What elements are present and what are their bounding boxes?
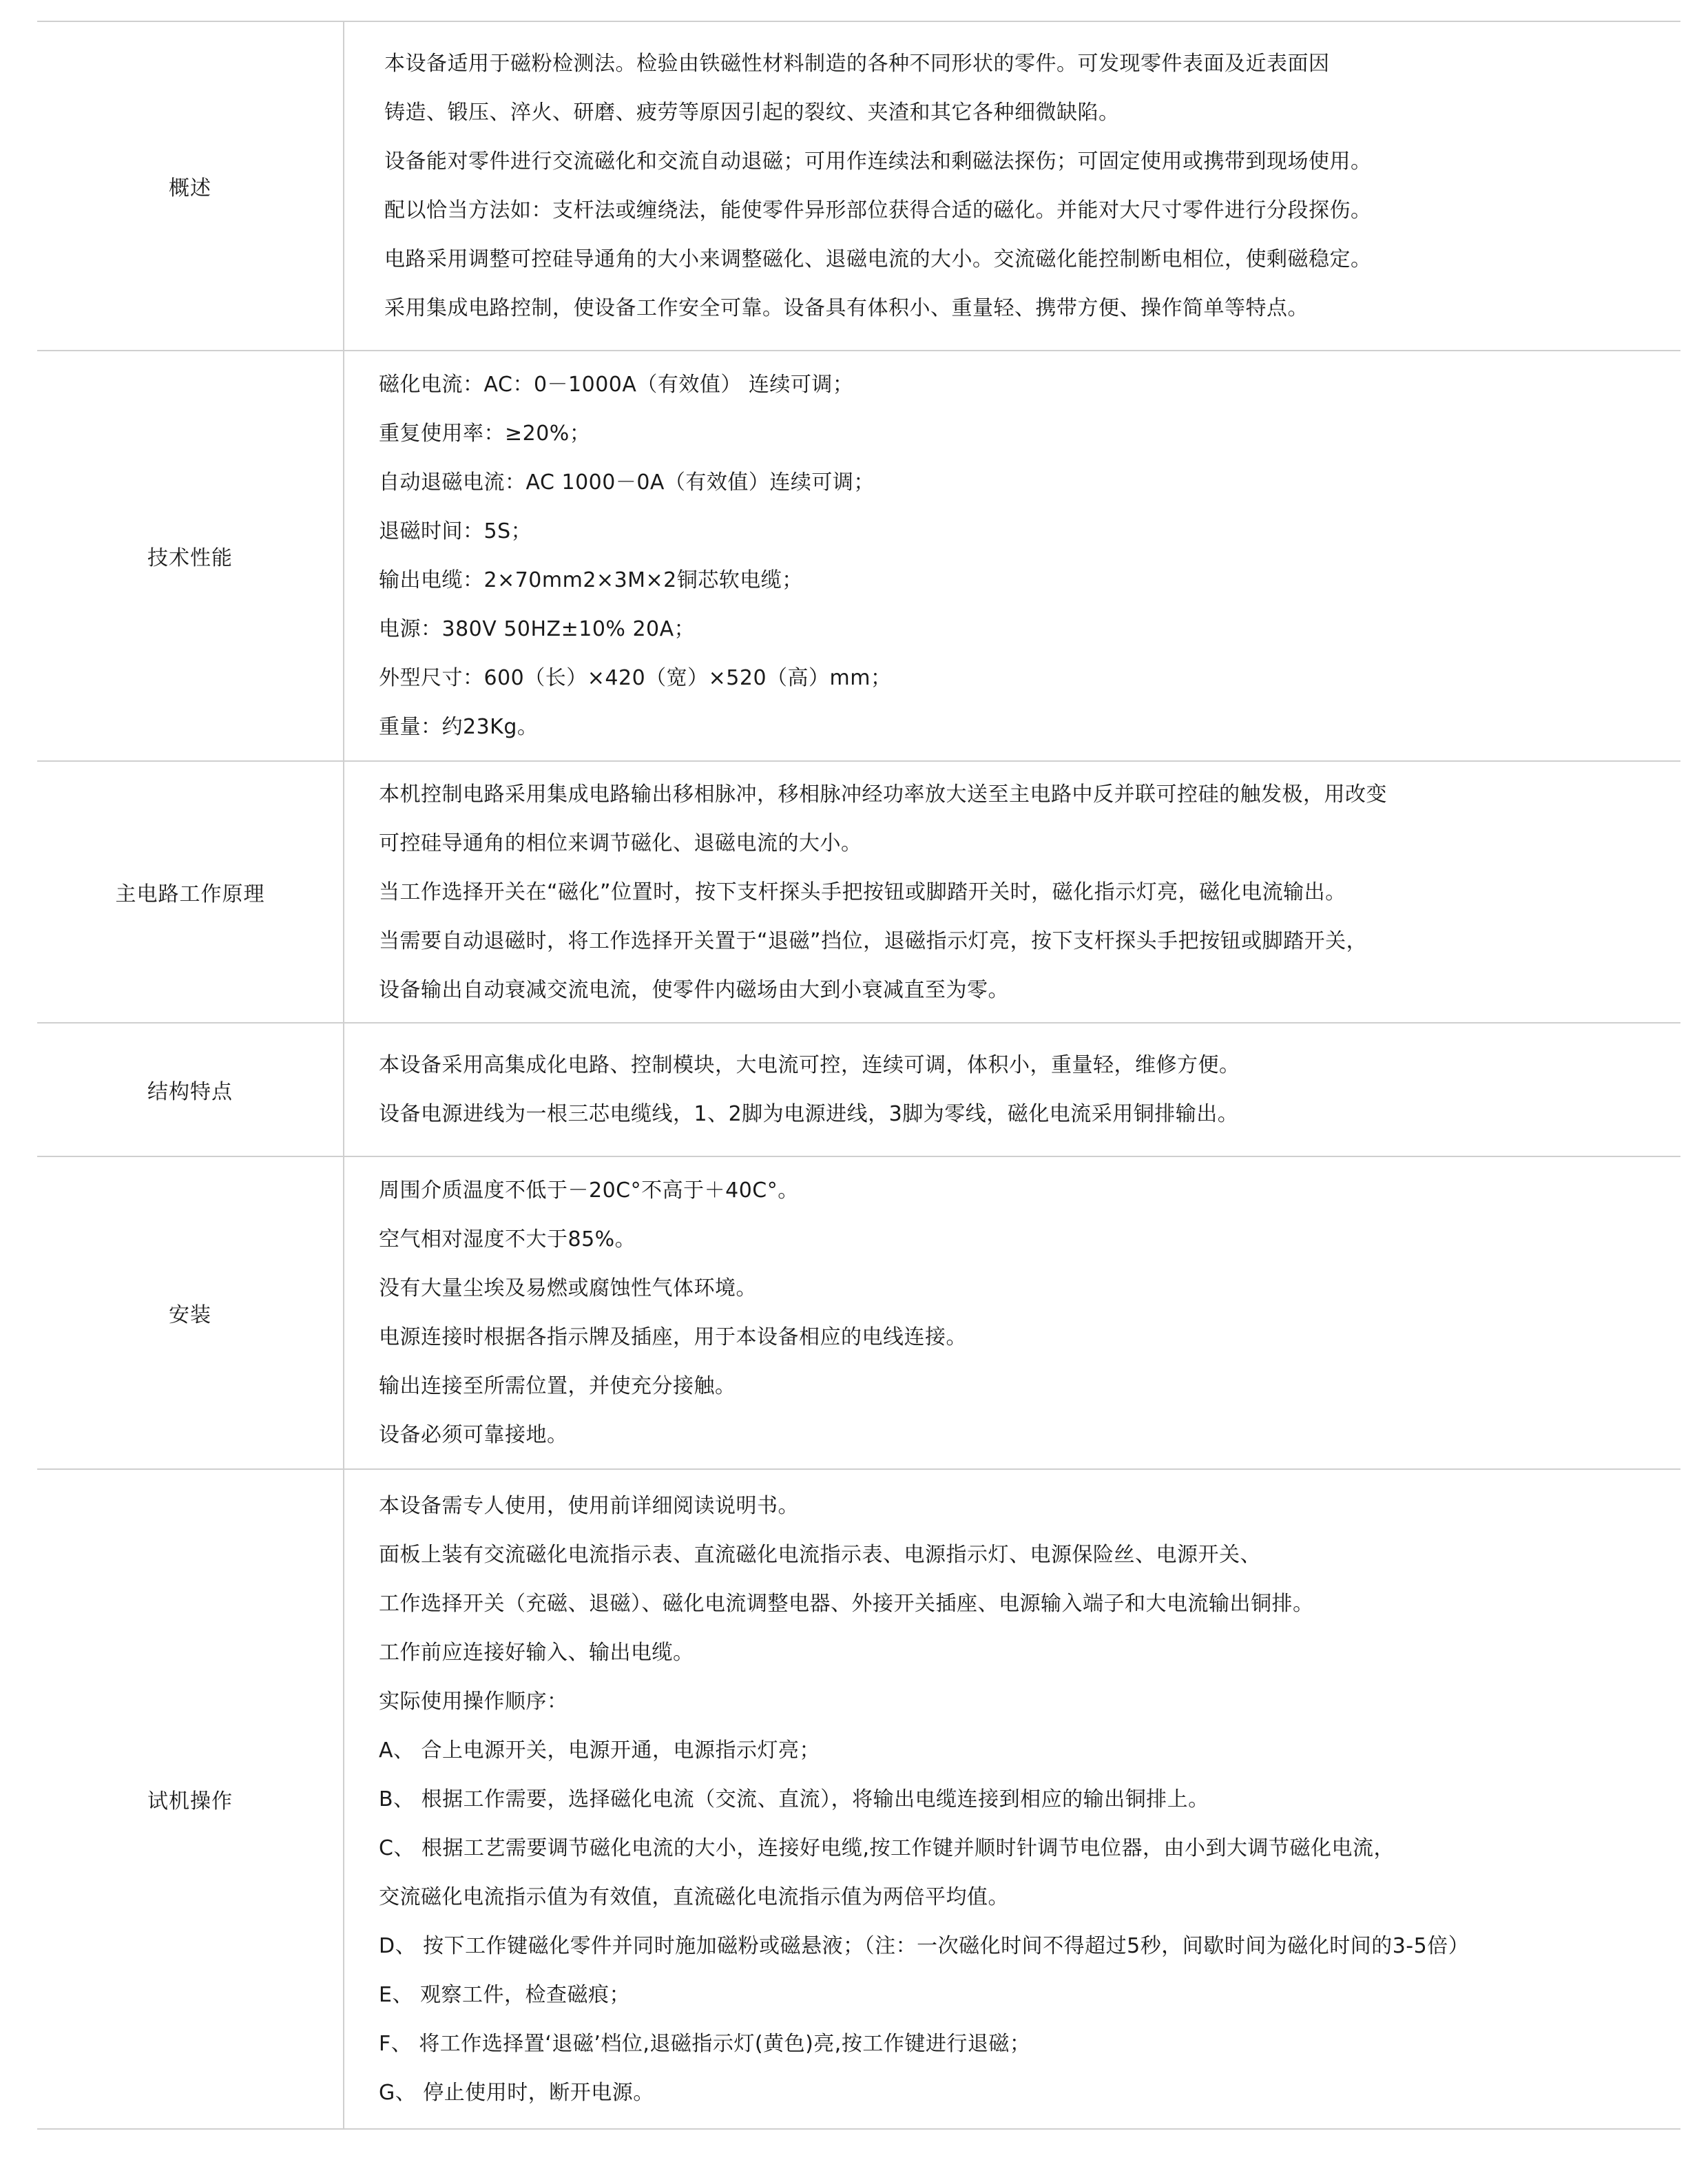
text-line: 磁化电流：AC：0－1000A（有效值） 连续可调； <box>379 373 854 397</box>
row-main-circuit-principle <box>37 762 1680 1024</box>
text-line: 设备必须可靠接地。 <box>379 1423 568 1447</box>
row-structural-features <box>37 1024 1680 1157</box>
text-line: 设备能对零件进行交流磁化和交流自动退磁；可用作连续法和剩磁法探伤；可固定使用或携带到现场使用。 <box>384 149 1372 174</box>
row-technical-performance <box>37 351 1680 762</box>
row-label-trial-operation: 试机操作 <box>37 1470 344 2128</box>
text-line: 交流磁化电流指示值为有效值，直流磁化电流指示值为两倍平均值。 <box>379 1884 1009 1909</box>
row-installation <box>37 1157 1680 1470</box>
text-line: 重复使用率：≥20%； <box>379 422 591 446</box>
text-line: 本设备需专人使用，使用前详细阅读说明书。 <box>379 1493 799 1518</box>
text-line: 面板上装有交流磁化电流指示表、直流磁化电流指示表、电源指示灯、电源保险丝、电源开关、 <box>379 1542 1261 1567</box>
text-line: 可控硅导通角的相位来调节磁化、退磁电流的大小。 <box>379 831 862 855</box>
row-trial-operation <box>37 1470 1680 2130</box>
spec-table <box>37 21 1680 2130</box>
text-line: 电源连接时根据各指示牌及插座，用于本设备相应的电线连接。 <box>379 1325 967 1349</box>
text-line: 配以恰当方法如：支杆法或缠绕法，能使零件异形部位获得合适的磁化。并能对大尺寸零件进行分段探伤。 <box>384 198 1372 222</box>
step-line: D、 按下工作键磁化零件并同时施加磁粉或磁悬液；（注：一次磁化时间不得超过5秒，间歇时间为磁化时间的3-5倍） <box>379 1933 1470 1958</box>
text-line: 铸造、锻压、淬火、研磨、疲劳等原因引起的裂纹、夹渣和其它各种细微缺陷。 <box>384 101 1120 125</box>
step-line: A、 合上电源开关，电源开通，电源指示灯亮； <box>379 1738 821 1763</box>
text-line: 当需要自动退磁时，将工作选择开关置于“退磁”挡位，退磁指示灯亮，按下支杆探头手把按钮或脚踏开关， <box>379 928 1368 953</box>
step-line: E、 观察工件，检查磁痕； <box>379 1982 630 2007</box>
text-line: 本设备适用于磁粉检测法。检验由铁磁性材料制造的各种不同形状的零件。可发现零件表面及近表面因 <box>384 52 1330 76</box>
text-line: 设备电源进线为一根三芯电缆线，1、2脚为电源进线，3脚为零线，磁化电流采用铜排输出。 <box>379 1102 1239 1126</box>
text-line: 重量：约23Kg。 <box>379 715 539 739</box>
step-line: C、 根据工艺需要调节磁化电流的大小，连接好电缆,按工作键并顺时针调节电位器，由小到大调节磁化电流， <box>379 1836 1395 1860</box>
text-line: 设备输出自动衰减交流电流，使零件内磁场由大到小衰减直至为零。 <box>379 977 1009 1002</box>
text-line: 电源：380V 50HZ±10% 20A； <box>379 617 696 641</box>
row-overview <box>37 22 1680 351</box>
row-content-overview <box>344 22 1680 350</box>
row-content-trial-operation <box>344 1470 1680 2128</box>
text-line: 当工作选择开关在“磁化”位置时，按下支杆探头手把按钮或脚踏开关时，磁化指示灯亮，磁化电流输出。 <box>379 880 1346 904</box>
row-content-installation <box>344 1157 1680 1468</box>
text-line: 外型尺寸：600（长）×420（宽）×520（高）mm； <box>379 666 892 690</box>
row-label-main-circuit-principle: 主电路工作原理 <box>37 762 344 1022</box>
row-label-installation: 安装 <box>37 1157 344 1468</box>
row-content-technical-performance <box>344 351 1680 760</box>
text-line: 工作前应连接好输入、输出电缆。 <box>379 1640 694 1665</box>
step-line: F、 将工作选择置‘退磁’档位,退磁指示灯(黄色)亮,按工作键进行退磁； <box>379 2031 1031 2056</box>
text-line: 本设备采用高集成化电路、控制模块，大电流可控，连续可调，体积小，重量轻，维修方便。 <box>379 1053 1240 1077</box>
text-line: 周围介质温度不低于－20C°不高于＋40C°。 <box>379 1178 799 1203</box>
text-line: 退磁时间：5S； <box>379 519 532 543</box>
text-line: 本机控制电路采用集成电路输出移相脉冲，移相脉冲经功率放大送至主电路中反并联可控硅的触发极，用改变 <box>379 782 1387 807</box>
text-line: 输出连接至所需位置，并使充分接触。 <box>379 1374 736 1398</box>
text-line: 实际使用操作顺序： <box>379 1689 568 1714</box>
text-line: 采用集成电路控制，使设备工作安全可靠。设备具有体积小、重量轻、携带方便、操作简单等特点。 <box>384 296 1309 320</box>
step-line: B、 根据工作需要，选择磁化电流（交流、直流），将输出电缆连接到相应的输出铜排上。 <box>379 1787 1209 1811</box>
text-line: 输出电缆：2×70mm2×3M×2铜芯软电缆； <box>379 568 803 592</box>
row-content-structural-features <box>344 1024 1680 1156</box>
text-line: 工作选择开关（充磁、退磁）、磁化电流调整电器、外接开关插座、电源输入端子和大电流输出铜排。 <box>379 1591 1314 1616</box>
text-line: 电路采用调整可控硅导通角的大小来调整磁化、退磁电流的大小。交流磁化能控制断电相位，使剩磁稳定。 <box>384 247 1372 271</box>
row-label-structural-features: 结构特点 <box>37 1024 344 1156</box>
row-label-overview: 概述 <box>37 22 344 350</box>
row-content-main-circuit-principle <box>344 762 1680 1022</box>
text-line: 空气相对湿度不大于85%。 <box>379 1227 636 1251</box>
text-line: 没有大量尘埃及易燃或腐蚀性气体环境。 <box>379 1276 757 1300</box>
row-label-technical-performance: 技术性能 <box>37 351 344 760</box>
step-line: G、 停止使用时，断开电源。 <box>379 2080 654 2105</box>
text-line: 自动退磁电流：AC 1000－0A（有效值）连续可调； <box>379 470 875 495</box>
